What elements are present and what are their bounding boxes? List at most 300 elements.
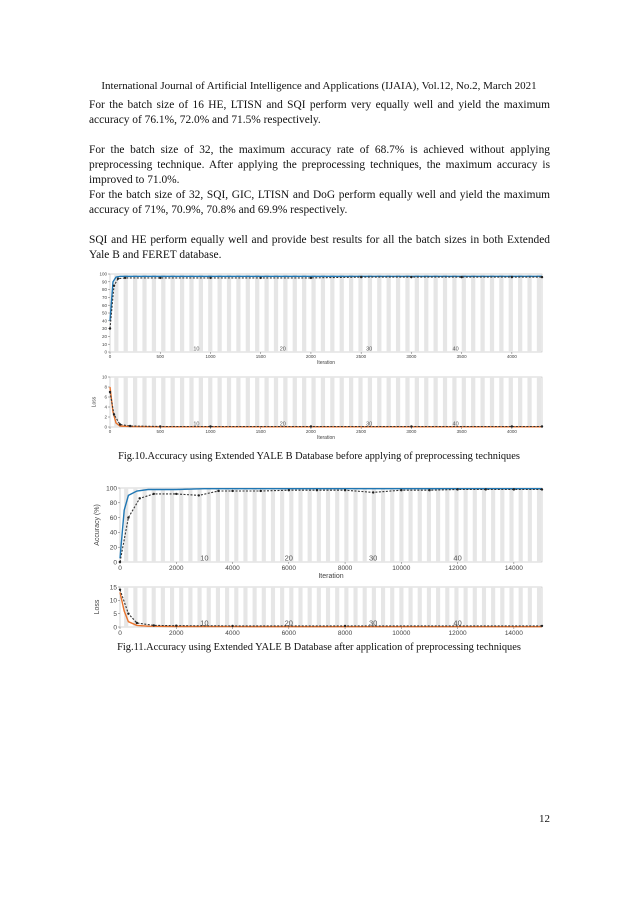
data-point [541,488,543,490]
data-point [153,624,155,626]
epoch-band [335,587,339,627]
epoch-label: 10 [193,346,200,353]
x-tick-label: 2000 [305,354,316,359]
epoch-band [236,377,240,427]
epoch-label: 20 [284,553,293,563]
epoch-band [518,377,522,427]
epoch-band [236,274,240,352]
epoch-band [434,274,438,352]
epoch-band [499,377,503,427]
epoch-band [340,377,344,427]
epoch-band [253,488,257,562]
epoch-band [353,488,357,562]
epoch-band [189,274,193,352]
epoch-band [311,377,315,427]
epoch-band [317,488,321,562]
epoch-band [490,377,494,427]
paragraph-batch-32-accuracy: For the batch size of 32, the maximum accuracy rate of 68.7% is achieved without applying preprocessing technique. After applying the preprocessing techniques, the maximum accuracy is improved to 71.0%. [89,144,550,186]
data-point [456,488,458,490]
figure-11-caption: Fig.11.Accuracy using Extended YALE B Database after application of preprocessing techniques [117,642,521,653]
epoch-band [161,274,165,352]
epoch-band [161,488,165,562]
epoch-band [179,488,183,562]
epoch-band [418,587,422,627]
epoch-band [274,274,278,352]
epoch-band [434,377,438,427]
epoch-band [142,274,146,352]
x-tick-label: 1500 [255,354,266,359]
epoch-band [499,274,503,352]
epoch-band [527,274,531,352]
epoch-band [308,587,312,627]
x-tick-label: 14000 [504,630,523,637]
epoch-band [358,274,362,352]
data-point [127,516,129,518]
epoch-band [311,274,315,352]
epoch-label: 30 [369,618,378,628]
data-point [541,276,543,278]
epoch-band [377,377,381,427]
x-tick-label: 10000 [392,630,411,637]
data-point [344,489,346,491]
epoch-band [358,377,362,427]
x-tick-label: 1000 [205,354,216,359]
data-point [410,276,412,278]
data-point [159,425,161,427]
y-tick-label: 60 [109,514,117,522]
epoch-band [330,274,334,352]
epoch-band [255,274,259,352]
epoch-label: 40 [452,346,459,353]
epoch-band [321,274,325,352]
epoch-label: 30 [369,553,378,563]
data-point [511,276,513,278]
epoch-band [152,488,156,562]
epoch-band [518,274,522,352]
epoch-label: 10 [200,618,209,628]
epoch-band [372,488,376,562]
epoch-band [537,587,541,627]
y-tick-label: 0 [104,349,107,355]
epoch-band [133,488,137,562]
data-point [129,425,131,427]
epoch-band [500,587,504,627]
epoch-band [227,377,231,427]
data-point [113,285,115,287]
epoch-band [363,587,367,627]
epoch-label: 40 [453,618,462,628]
data-point [460,276,462,278]
epoch-band [509,587,513,627]
y-tick-label: 100 [106,485,117,493]
data-point [217,490,219,492]
data-point [513,488,515,490]
epoch-band [283,274,287,352]
epoch-band [368,274,372,352]
y-axis-label: Loss [91,396,98,408]
data-point [119,588,121,590]
epoch-band [399,587,403,627]
y-tick-label: 20 [109,544,117,552]
data-point [119,423,121,425]
epoch-band [161,377,165,427]
x-tick-label: 2000 [305,429,316,434]
epoch-band [142,587,146,627]
epoch-band [415,377,419,427]
epoch-band [302,377,306,427]
epoch-band [353,587,357,627]
y-tick-label: 60 [101,302,107,308]
epoch-band [308,488,312,562]
epoch-band [424,274,428,352]
x-tick-label: 4000 [506,429,517,434]
data-point [159,277,161,279]
data-point [316,489,318,491]
x-tick-label: 0 [108,354,112,359]
x-tick-label: 2500 [356,354,367,359]
x-tick-label: 1500 [255,429,266,434]
data-point [138,497,140,499]
epoch-band [509,377,513,427]
x-axis-label: Iteration [316,435,336,441]
epoch-band [464,587,468,627]
epoch-label: 20 [279,346,286,353]
epoch-label: 40 [452,421,459,428]
data-point [117,277,119,279]
epoch-band [161,587,165,627]
data-point [400,489,402,491]
data-point [428,489,430,491]
epoch-band [537,377,541,427]
x-tick-label: 500 [156,429,164,434]
data-point [485,488,487,490]
epoch-band [326,587,330,627]
epoch-band [340,274,344,352]
data-point [360,276,362,278]
epoch-band [234,488,238,562]
y-tick-label: 10 [101,374,107,380]
epoch-label: 10 [193,421,200,428]
epoch-label: 30 [366,421,373,428]
data-point [410,425,412,427]
y-tick-label: 10 [109,597,117,605]
epoch-band [344,488,348,562]
epoch-band [208,274,212,352]
y-tick-label: 40 [101,318,107,324]
epoch-band [199,377,203,427]
epoch-label: 40 [453,553,462,563]
y-tick-label: 0 [113,559,117,567]
epoch-band [188,488,192,562]
epoch-band [225,488,229,562]
y-tick-label: 80 [109,500,117,508]
epoch-band [528,488,532,562]
epoch-label: 30 [366,346,373,353]
epoch-band [390,587,394,627]
epoch-band [171,377,175,427]
y-tick-label: 8 [104,384,107,390]
epoch-band [471,377,475,427]
epoch-band [349,274,353,352]
epoch-band [445,587,449,627]
epoch-band [180,377,184,427]
paragraph-batch-16: For the batch size of 16 HE, LTISN and SQI perform very equally well and yield the maximum accuracy of 76.1%, 72.0% and 71.5% respectively. [89,99,550,126]
x-tick-label: 2000 [169,565,184,572]
epoch-band [527,377,531,427]
figure-10-caption: Fig.10.Accuracy using Extended YALE B Database before applying of preprocessing techniques [118,451,520,462]
epoch-band [133,377,137,427]
data-point [209,425,211,427]
y-tick-label: 10 [101,341,107,347]
epoch-band [274,377,278,427]
epoch-band [246,377,250,427]
epoch-band [227,274,231,352]
x-tick-label: 4000 [506,354,517,359]
epoch-band [537,274,541,352]
epoch-band [387,377,391,427]
epoch-band [443,377,447,427]
x-tick-label: 8000 [337,630,353,637]
data-point [127,612,129,614]
x-tick-label: 14000 [504,565,523,572]
epoch-band [509,274,513,352]
epoch-band [528,587,532,627]
epoch-band [335,488,339,562]
epoch-band [188,587,192,627]
x-tick-label: 12000 [448,630,467,637]
epoch-band [264,377,268,427]
epoch-band [218,274,222,352]
epoch-band [330,377,334,427]
epoch-band [317,587,321,627]
epoch-band [262,587,266,627]
epoch-band [264,274,268,352]
epoch-band [452,377,456,427]
epoch-band [424,377,428,427]
epoch-band [390,488,394,562]
data-point [109,391,111,393]
epoch-band [427,587,431,627]
x-tick-label: 3500 [456,354,467,359]
x-tick-label: 6000 [281,630,297,637]
epoch-band [409,587,413,627]
data-point [231,625,233,627]
x-tick-label: 3000 [406,354,417,359]
epoch-band [293,377,297,427]
epoch-band [170,488,174,562]
epoch-band [452,274,456,352]
epoch-band [387,274,391,352]
epoch-band [418,488,422,562]
epoch-band [216,488,220,562]
epoch-band [171,274,175,352]
epoch-band [179,587,183,627]
x-tick-label: 2500 [356,429,367,434]
paragraph-batch-32-methods: For the batch size of 32, SQI, GIC, LTISN and DoG perform equally well and yield the maximum accuracy of 71%, 70.9%, 70.8% and 69.9% respectively. [89,189,550,216]
epoch-band [199,274,203,352]
epoch-band [537,488,541,562]
x-tick-label: 3000 [406,429,417,434]
epoch-band [462,274,466,352]
y-tick-label: 0 [113,624,117,632]
epoch-band [170,587,174,627]
x-tick-label: 6000 [281,565,297,572]
y-tick-label: 40 [109,529,117,537]
x-axis-label: Iteration [316,360,336,366]
y-tick-label: 0 [104,424,107,430]
epoch-band [482,587,486,627]
journal-header: International Journal of Artificial Intelligence and Applications (IJAIA), Vol.12, No.2, March 2021 [101,80,537,92]
x-tick-label: 0 [108,429,112,434]
y-tick-label: 4 [104,404,107,410]
epoch-band [289,488,293,562]
epoch-band [216,587,220,627]
epoch-band [152,274,156,352]
epoch-band [133,274,137,352]
epoch-band [377,274,381,352]
epoch-band [349,377,353,427]
y-tick-label: 70 [101,294,107,300]
data-point [231,490,233,492]
data-point [124,277,126,279]
epoch-band [302,274,306,352]
paragraph-summary: SQI and HE perform equally well and provide best results for all the batch sizes in both Extended Yale B and FERET database. [89,234,550,261]
epoch-band [255,377,259,427]
epoch-band [246,274,250,352]
epoch-band [280,587,284,627]
epoch-band [454,488,458,562]
data-point [119,561,121,563]
figure-10 [90,266,638,442]
epoch-band [208,377,212,427]
epoch-band [509,488,513,562]
x-tick-label: 500 [156,354,164,359]
fig10-loss-chart [90,371,550,441]
epoch-label: 20 [284,618,293,628]
epoch-band [142,377,146,427]
epoch-band [321,377,325,427]
data-point [113,413,115,415]
y-tick-label: 80 [101,287,107,293]
epoch-band [445,488,449,562]
epoch-band [405,274,409,352]
epoch-band [218,377,222,427]
y-tick-label: 100 [99,271,107,277]
epoch-band [399,488,403,562]
data-point [372,491,374,493]
epoch-band [473,488,477,562]
epoch-band [436,587,440,627]
epoch-band [225,587,229,627]
plot-area [120,488,542,562]
epoch-band [234,587,238,627]
page-number: 12 [539,813,550,825]
epoch-band [491,587,495,627]
y-tick-label: 30 [101,326,107,332]
epoch-band [436,488,440,562]
epoch-band [298,488,302,562]
data-point [288,489,290,491]
epoch-band [368,377,372,427]
epoch-band [344,587,348,627]
epoch-band [280,488,284,562]
epoch-band [443,274,447,352]
epoch-band [519,488,523,562]
epoch-band [271,587,275,627]
data-point [541,425,543,427]
x-tick-label: 1000 [205,429,216,434]
plot-area [120,587,542,627]
epoch-label: 10 [200,553,209,563]
epoch-band [415,274,419,352]
epoch-band [381,488,385,562]
y-tick-label: 50 [101,310,107,316]
epoch-band [207,488,211,562]
epoch-band [519,587,523,627]
x-tick-label: 8000 [337,565,353,572]
epoch-band [243,587,247,627]
x-tick-label: 3500 [456,429,467,434]
epoch-band [381,587,385,627]
y-axis-label: Loss [94,599,102,615]
epoch-band [396,274,400,352]
y-tick-label: 90 [101,279,107,285]
y-axis-label: Accuracy (%) [94,504,102,546]
epoch-band [473,587,477,627]
epoch-band [471,274,475,352]
data-point [310,277,312,279]
data-point [259,490,261,492]
epoch-band [152,377,156,427]
epoch-band [142,488,146,562]
epoch-band [124,274,128,352]
epoch-band [152,587,156,627]
x-tick-label: 12000 [448,565,467,572]
epoch-band [464,488,468,562]
epoch-band [298,587,302,627]
x-tick-label: 4000 [225,565,240,572]
data-point [198,494,200,496]
epoch-band [363,488,367,562]
x-tick-label: 2000 [169,630,184,637]
x-tick-label: 0 [118,565,122,572]
epoch-band [180,274,184,352]
data-point [310,425,312,427]
x-tick-label: 0 [118,630,122,637]
epoch-band [189,377,193,427]
epoch-label: 20 [279,421,286,428]
y-tick-label: 6 [104,394,107,400]
data-point [109,327,111,329]
fig10-accuracy-chart [90,266,550,366]
data-point [175,493,177,495]
epoch-band [271,488,275,562]
epoch-band [480,274,484,352]
epoch-band [491,488,495,562]
y-tick-label: 5 [113,610,117,618]
fig11-loss-chart [90,583,550,639]
y-tick-label: 20 [101,333,107,339]
epoch-band [326,488,330,562]
epoch-band [262,488,266,562]
data-point [153,493,155,495]
data-point [259,277,261,279]
y-tick-label: 15 [109,584,117,592]
epoch-band [243,488,247,562]
data-point [344,625,346,627]
epoch-band [283,377,287,427]
epoch-band [198,488,202,562]
